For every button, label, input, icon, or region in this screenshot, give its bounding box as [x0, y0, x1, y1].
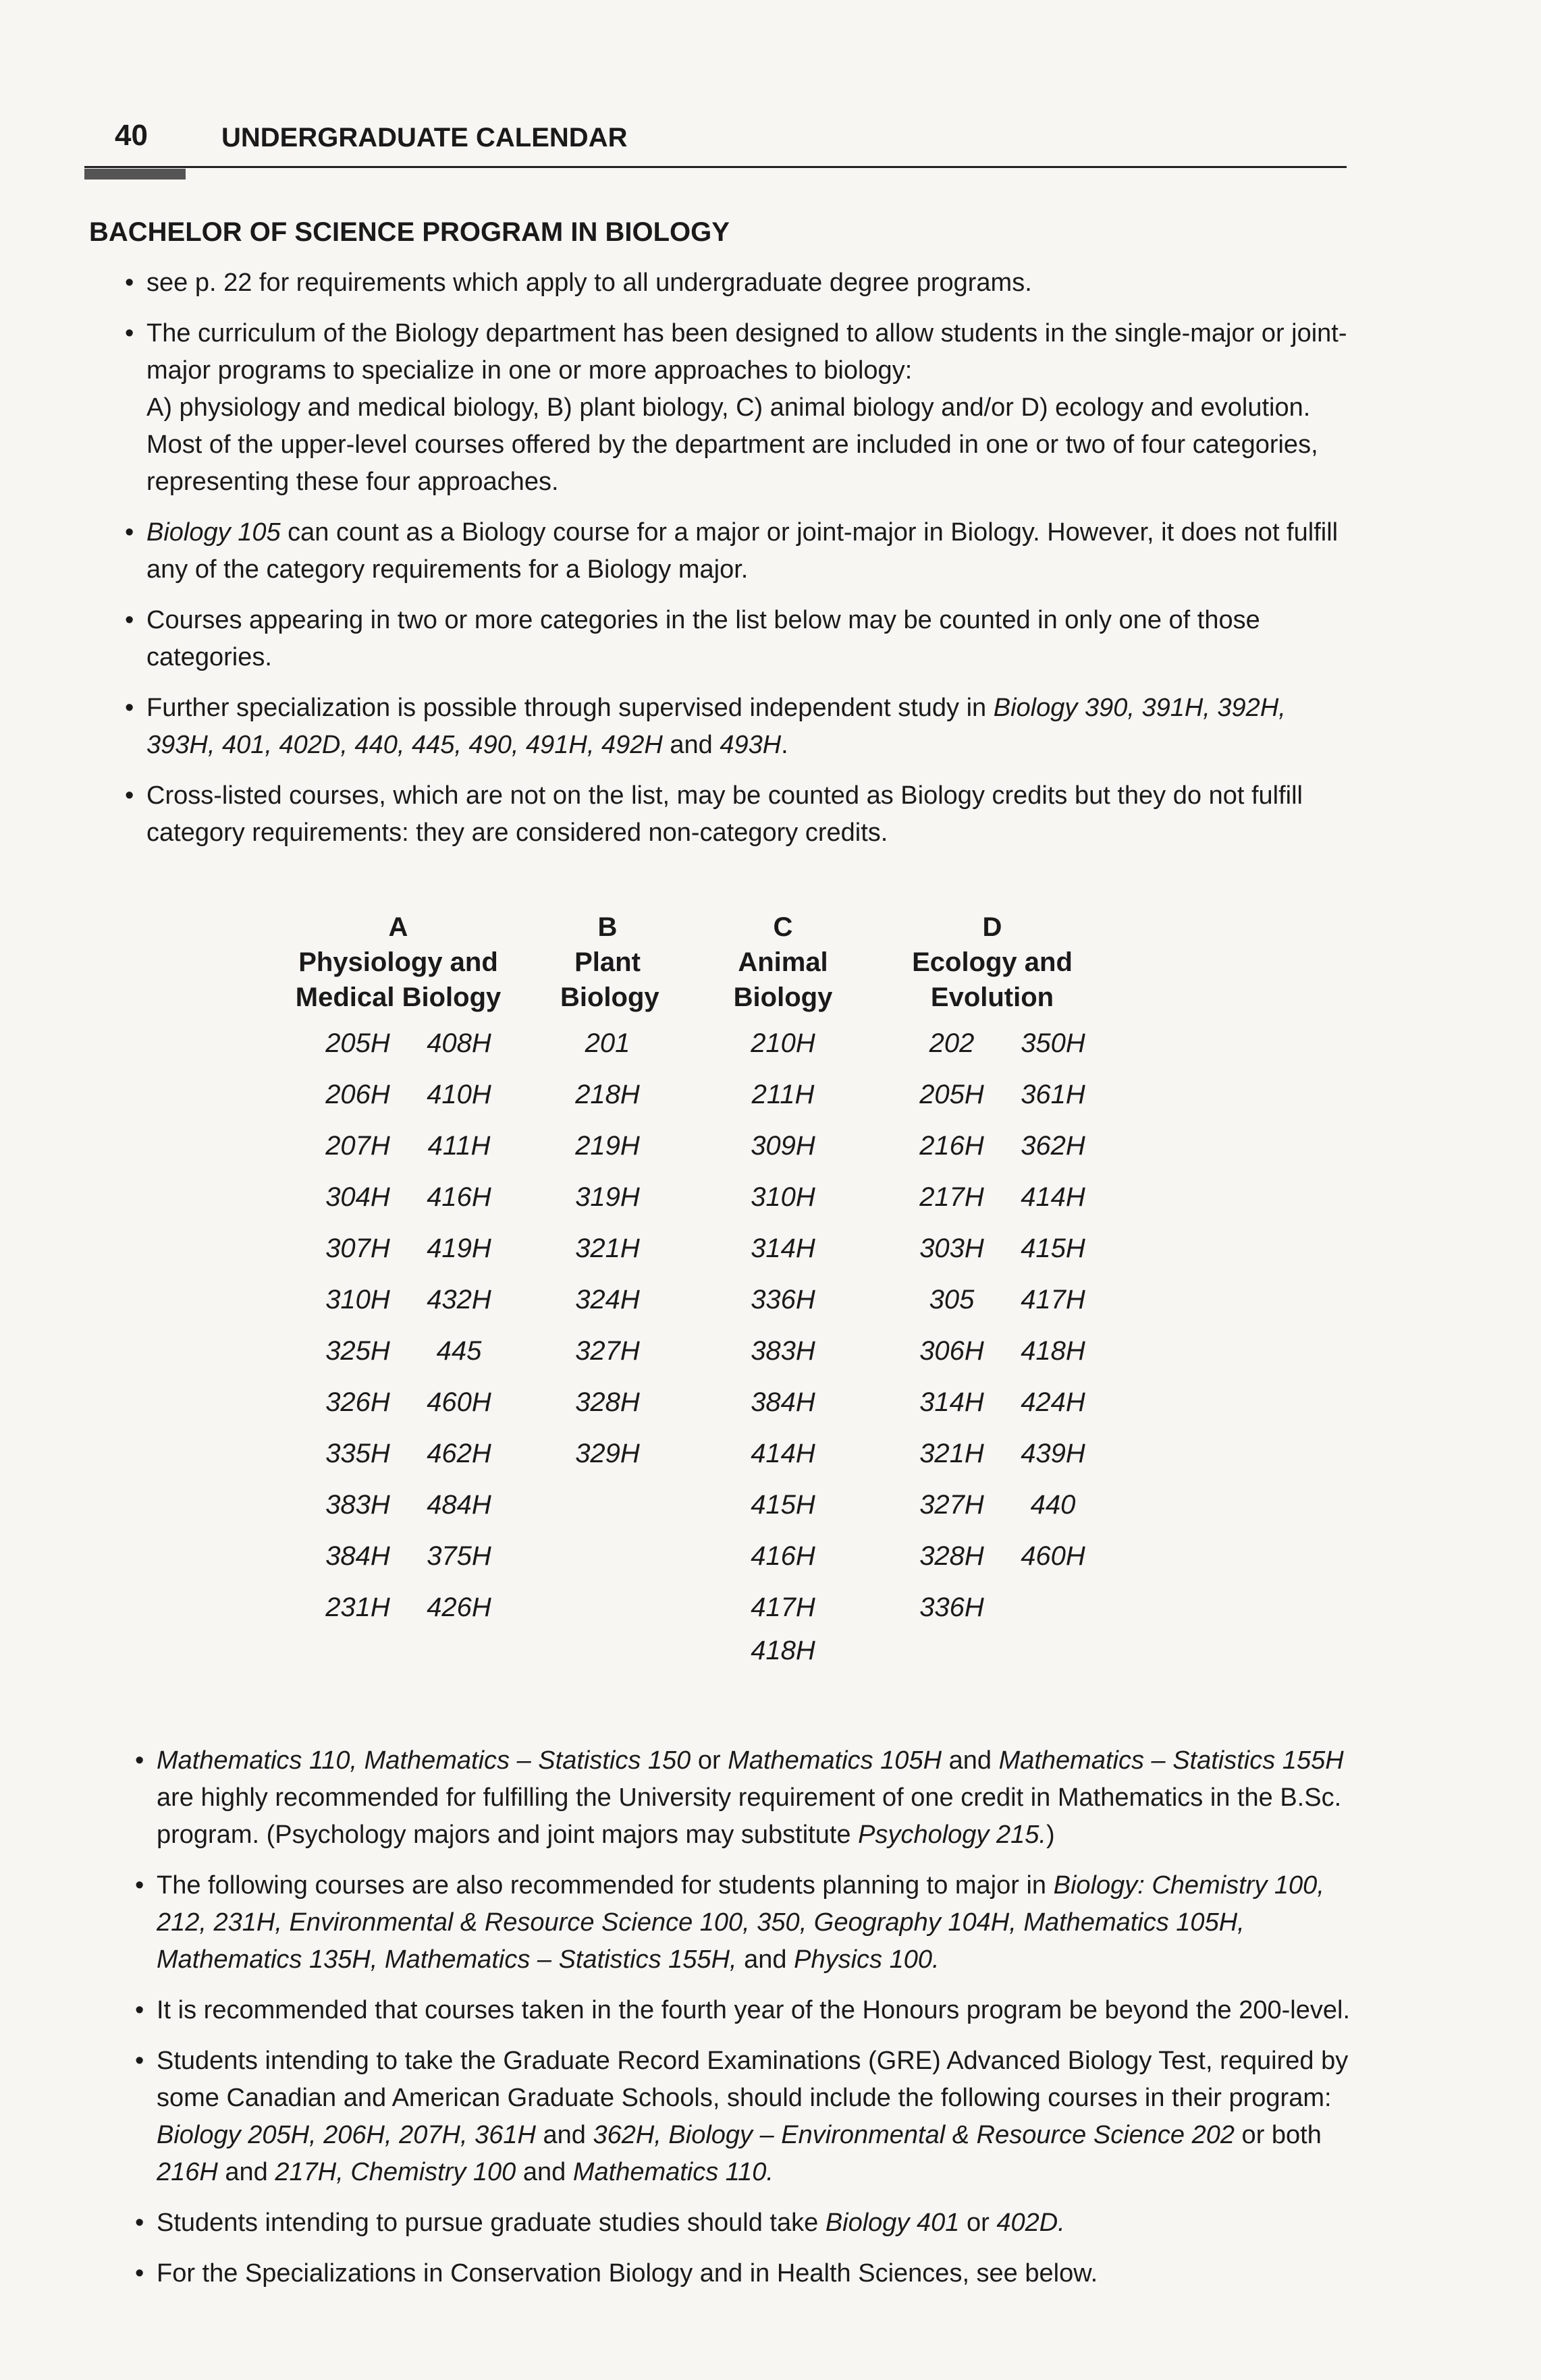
bullet-item: • It is recommended that courses taken in the fourth year of the Honours program be beyond the 200-level. — [135, 1992, 1370, 2029]
course-code: 328H — [919, 1541, 984, 1571]
course-code: 410H — [427, 1080, 491, 1109]
header-rule — [84, 166, 1347, 168]
course-code: 411H — [427, 1131, 491, 1161]
course-code: 202 — [929, 1028, 975, 1058]
course-code: 419H — [427, 1234, 491, 1263]
category-a-col2 — [418, 1018, 499, 1633]
course-code: 304H — [325, 1182, 390, 1212]
course-code: 384H — [325, 1541, 390, 1571]
course-code: 327H — [919, 1490, 984, 1520]
course-code: 210H — [751, 1028, 815, 1058]
course-code: 321H — [575, 1234, 640, 1263]
bullet-item: • Further specialization is possible through supervised independent study in Biology 390, 391H, 392H, 393H, 401, 402D, 440, 445, 490, 491H, 492H and 493H. — [125, 690, 1360, 764]
course-code: 416H — [751, 1541, 815, 1571]
course-code: 324H — [575, 1285, 640, 1314]
course-code: 310H — [325, 1285, 390, 1314]
course-code: 440 — [1030, 1490, 1076, 1520]
category-name-line1: Physiology and — [298, 947, 498, 977]
course-code: 439H — [1021, 1439, 1085, 1468]
category-name-line2: Biology — [733, 983, 833, 1012]
category-a-header — [290, 910, 506, 1015]
category-c-header — [729, 910, 837, 1015]
category-name-line2: Medical Biology — [295, 983, 502, 1012]
course-code: 325H — [325, 1336, 390, 1366]
course-code: 321H — [919, 1439, 984, 1468]
category-d-header — [898, 910, 1087, 1015]
course-code: 326H — [325, 1387, 390, 1417]
category-c-col — [742, 1018, 823, 1668]
course-code: 445 — [436, 1336, 482, 1366]
course-code: 327H — [575, 1336, 640, 1366]
running-title: UNDERGRADUATE CALENDAR — [221, 123, 628, 153]
category-name-line1: Plant — [574, 947, 641, 977]
course-code: 418H — [1021, 1336, 1085, 1366]
requirements-list — [125, 265, 1360, 865]
course-code: 336H — [751, 1285, 815, 1314]
bullet-item: • Students intending to take the Graduate Record Examinations (GRE) Advanced Biology Test, required by some Canadian and American Graduate Schools, should include the following courses in their program: Biology 205H, 206H, 207H, 361H and 362H, Biology – Environmental & Resource Science 202 or both 216H and 217H, Chemistry 100 and Mathematics 110. — [135, 2043, 1370, 2191]
course-code: 362H — [1021, 1131, 1085, 1161]
course-code: 305 — [929, 1285, 975, 1314]
course-code: 417H — [1021, 1285, 1085, 1314]
course-code: 414H — [1021, 1182, 1085, 1212]
category-name-line1: Animal — [738, 947, 828, 977]
category-letter: A — [388, 912, 408, 942]
category-letter: D — [982, 912, 1002, 942]
bullet-item: • Cross-listed courses, which are not on the list, may be counted as Biology credits but they do not fulfill category requirements: they are considered non-category credits. — [125, 777, 1360, 852]
course-code: 205H — [919, 1080, 984, 1109]
bullet-item: • Students intending to pursue graduate studies should take Biology 401 or 402D. — [135, 2205, 1370, 2242]
course-code: 335H — [325, 1439, 390, 1468]
category-d-col1 — [911, 1018, 992, 1633]
category-name-line2: Biology — [560, 983, 659, 1012]
header-rule-accent — [84, 169, 186, 179]
course-code: 426H — [427, 1593, 491, 1622]
course-code: 417H — [751, 1593, 815, 1622]
course-code: 217H — [919, 1182, 984, 1212]
course-code: 309H — [751, 1131, 815, 1161]
course-code: 216H — [919, 1131, 984, 1161]
course-code: 231H — [325, 1593, 390, 1622]
course-code: 408H — [427, 1028, 491, 1058]
course-code: 307H — [325, 1234, 390, 1263]
course-code: 384H — [751, 1387, 815, 1417]
course-code: 350H — [1021, 1028, 1085, 1058]
category-d-col2 — [1012, 1018, 1093, 1582]
bullet-item: • The following courses are also recommended for students planning to major in Biology: Chemistry 100, 212, 231H, Environmental & Resource Science 100, 350, Geography 104H, Mathematics 105H, Mathematics 135H, Mathematics – Statistics 155H, and Physics 100. — [135, 1867, 1370, 1978]
course-code: 415H — [751, 1490, 815, 1520]
course-code: 328H — [575, 1387, 640, 1417]
page-number: 40 — [115, 119, 148, 152]
recommendations-list — [135, 1742, 1370, 2306]
course-code: 432H — [427, 1285, 491, 1314]
course-code: 218H — [575, 1080, 640, 1109]
course-code: 306H — [919, 1336, 984, 1366]
bullet-item: • Courses appearing in two or more categories in the list below may be counted in only one of those categories. — [125, 602, 1360, 676]
course-code: 418H — [751, 1636, 815, 1665]
bullet-item: • Biology 105 can count as a Biology course for a major or joint-major in Biology. However, it does not fulfill any of the category requirements for a Biology major. — [125, 514, 1360, 588]
course-code: 303H — [919, 1234, 984, 1263]
category-a-col1 — [317, 1018, 398, 1633]
category-b-header — [560, 910, 659, 1015]
course-code: 314H — [919, 1387, 984, 1417]
bullet-item: • Mathematics 110, Mathematics – Statistics 150 or Mathematics 105H and Mathematics – Statistics 155H are highly recommended for fulfilling the University requirement of one credit in Mathematics in the B.Sc. program. (Psychology majors and joint majors may substitute Psychology 215.) — [135, 1742, 1370, 1854]
category-letter: B — [597, 912, 618, 942]
bullet-item: • see p. 22 for requirements which apply to all undergraduate degree programs. — [125, 265, 1360, 302]
course-code: 383H — [325, 1490, 390, 1520]
course-code: 206H — [325, 1080, 390, 1109]
category-letter: C — [773, 912, 793, 942]
course-code: 219H — [575, 1131, 640, 1161]
course-code: 201 — [585, 1028, 630, 1058]
course-code: 415H — [1021, 1234, 1085, 1263]
course-code: 314H — [751, 1234, 815, 1263]
course-code: 460H — [427, 1387, 491, 1417]
course-code: 207H — [325, 1131, 390, 1161]
course-code: 484H — [427, 1490, 491, 1520]
course-code: 414H — [751, 1439, 815, 1468]
category-b-col — [567, 1018, 648, 1479]
course-code: 329H — [575, 1439, 640, 1468]
category-name-line1: Ecology and — [912, 947, 1073, 977]
course-code: 462H — [427, 1439, 491, 1468]
bullet-item: • The curriculum of the Biology department has been designed to allow students in the single-major or joint-major programs to specialize in one or more approaches to biology: A) physiology and medical biology, B) plant biology, C) animal biology and/or D) ecology and evolution. Most of the upper-level courses offered by the department are included in one or two of four categories, representing these four approaches. — [125, 315, 1360, 501]
course-code: 211H — [751, 1080, 815, 1109]
bullet-item: • For the Specializations in Conservation Biology and in Health Sciences, see below. — [135, 2255, 1370, 2292]
course-code: 460H — [1021, 1541, 1085, 1571]
course-code: 424H — [1021, 1387, 1085, 1417]
course-code: 361H — [1021, 1080, 1085, 1109]
course-code: 205H — [325, 1028, 390, 1058]
course-code: 383H — [751, 1336, 815, 1366]
course-code: 310H — [751, 1182, 815, 1212]
course-code: 319H — [575, 1182, 640, 1212]
section-title: BACHELOR OF SCIENCE PROGRAM IN BIOLOGY — [89, 217, 730, 247]
course-code: 416H — [427, 1182, 491, 1212]
category-name-line2: Evolution — [930, 983, 1054, 1012]
course-code: 375H — [427, 1541, 491, 1571]
course-code: 336H — [919, 1593, 984, 1622]
